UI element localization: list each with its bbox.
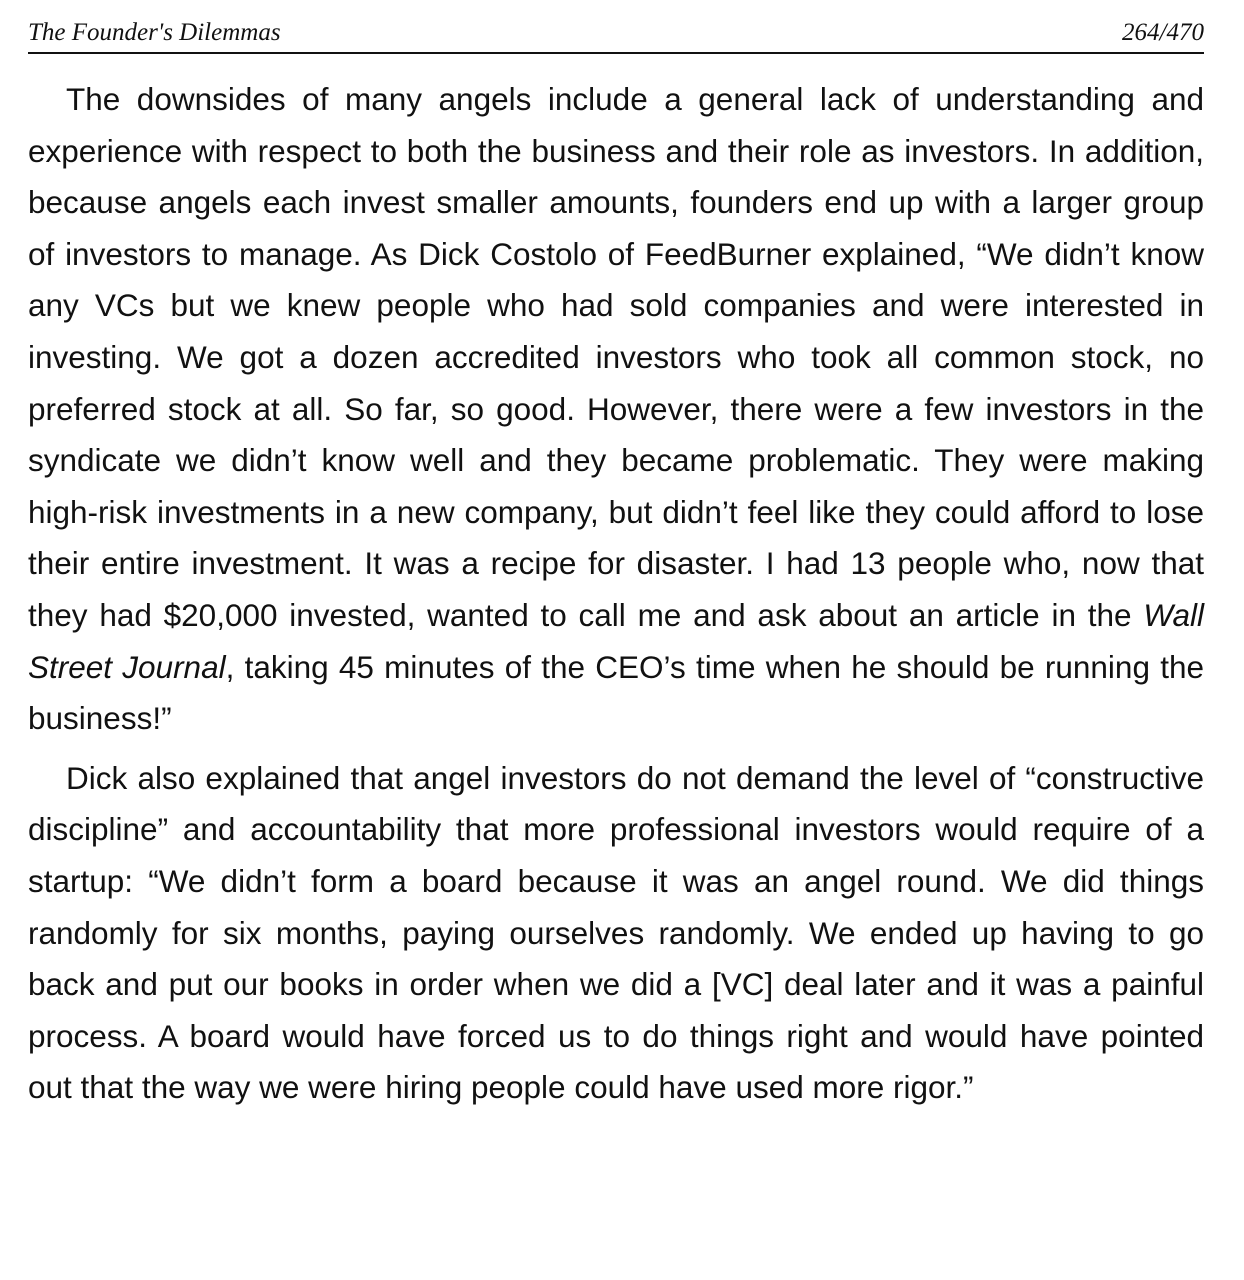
paragraph-text: , taking 45 minutes of the CEO’s time when he should be running the business!” xyxy=(28,648,1205,737)
paragraph-angels-downsides xyxy=(28,74,1204,745)
running-header xyxy=(28,18,1204,54)
book-title: The Founder's Dilemmas xyxy=(28,19,281,46)
body-text xyxy=(28,74,1204,1114)
page-indicator: 264/470 xyxy=(1122,19,1204,46)
paragraph-text: The downsides of many angels include a general lack of understanding and experience with respect to both the business and their role as investors. In addition, because angels each invest smaller amounts, founders end up with a larger group of investors to manage. As Dick Costolo of FeedBurner explained, “We didn’t know any VCs but we knew people who had sold companies and were interested in investing. We got a dozen accredited investors who took all common stock, no preferred stock at all. So far, so good. However, there were a few investors in the syndicate we didn’t know well and they became problematic. They were making high-risk investments in a new company, but didn’t feel like they could afford to lose their entire investment. It was a recipe for disaster. I had 13 people who, now that they had $20,000 invested, wanted to call me and ask about an article in the xyxy=(28,81,1204,633)
paragraph-constructive-discipline: Dick also explained that angel investors do not demand the level of “constructive discipline” and accountability that more professional investors would require of a startup: “We didn’t form a board because it was an angel round. We did things randomly for six months, paying ourselves randomly. We ended up having to go back and put our books in order when we did a [VC] deal later and it was a painful process. A board would have forced us to do things right and would have pointed out that the way we were hiring people could have used more rigor.” xyxy=(28,759,1204,1106)
book-page xyxy=(28,18,1204,1268)
italic-publication-title: Wall Street Journal xyxy=(28,596,1204,685)
